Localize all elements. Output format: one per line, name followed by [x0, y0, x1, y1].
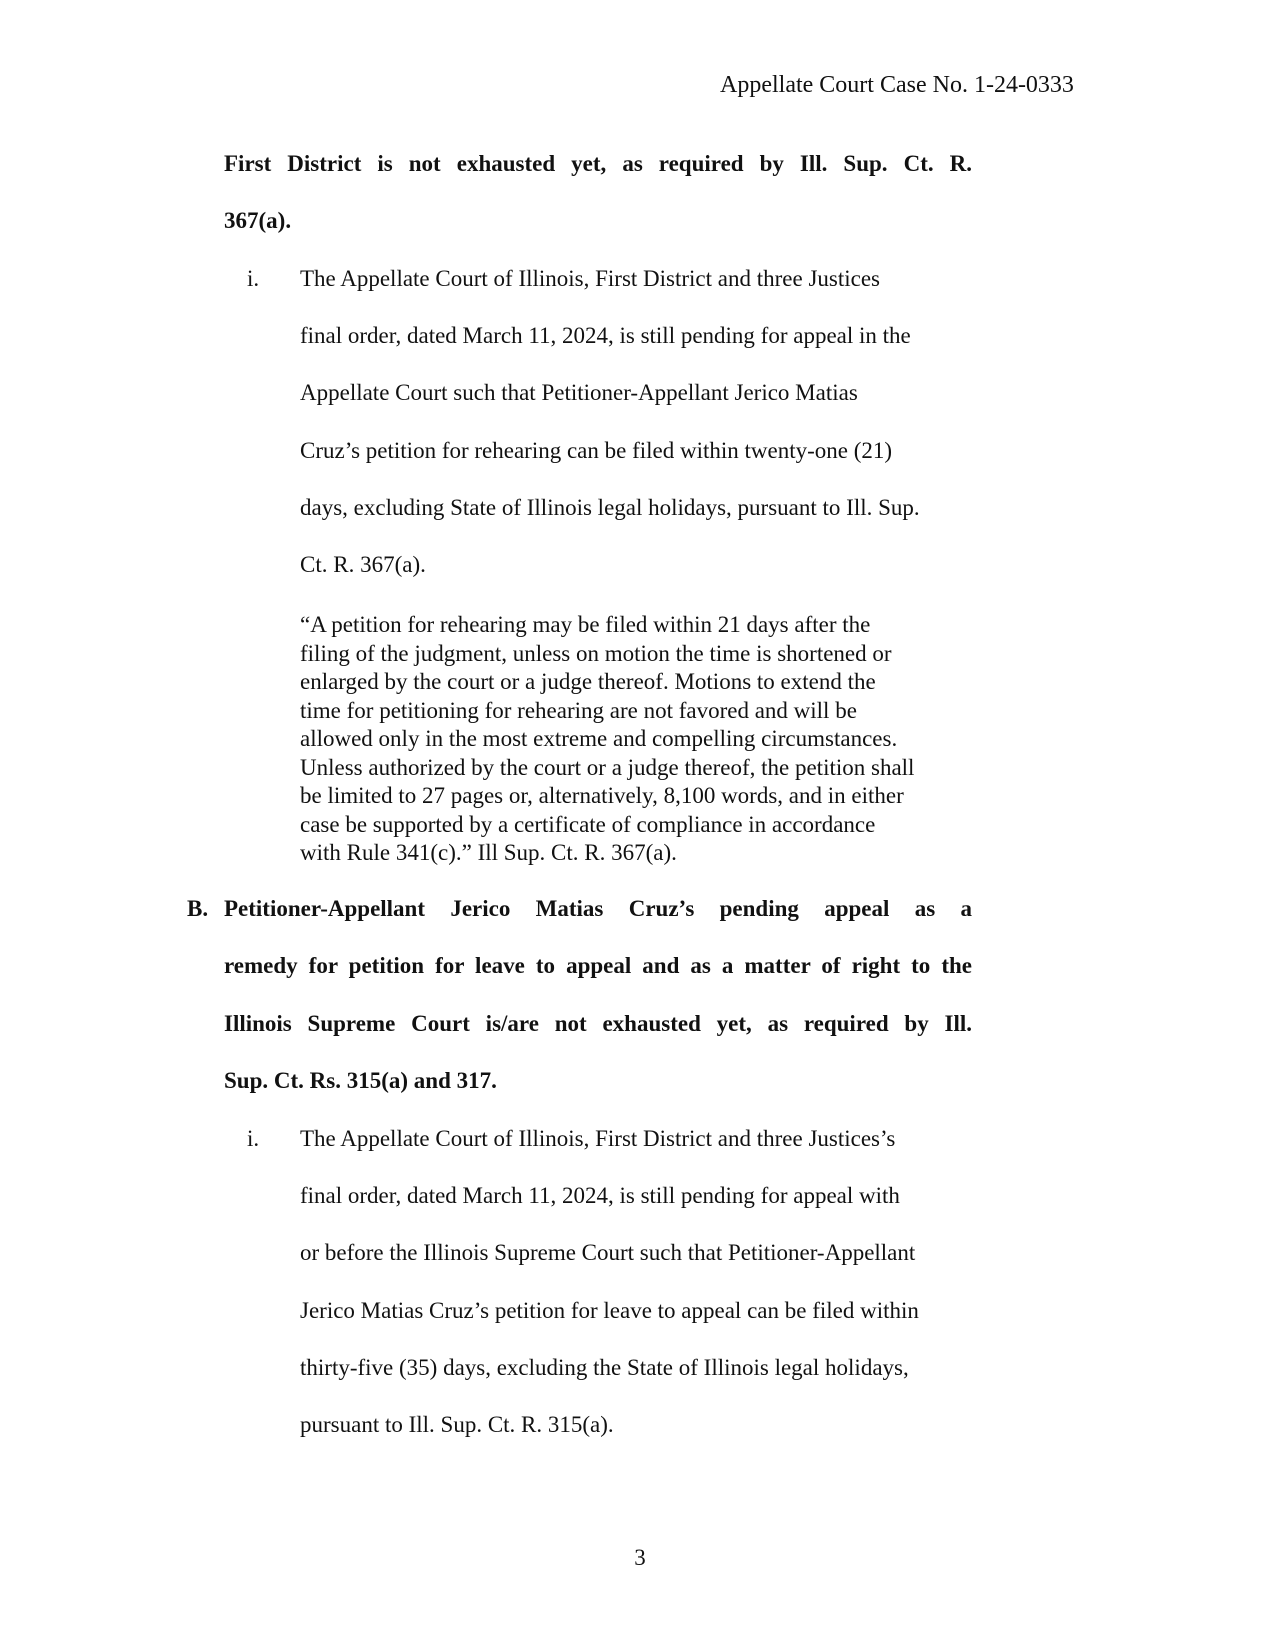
block-quote — [300, 611, 972, 868]
heading-line: Sup. Ct. Rs. 315(a) and 317. — [224, 1068, 497, 1093]
quote-line: enlarged by the court or a judge thereof. Motions to extend the — [300, 669, 876, 694]
heading-line: remedy for petition for leave to appeal and as a matter of right to the — [224, 953, 972, 978]
heading-line: 367(a). — [224, 208, 292, 233]
quote-line: “A petition for rehearing may be filed within 21 days after the — [300, 612, 871, 637]
quote-line: Unless authorized by the court or a judge thereof, the petition shall — [300, 754, 915, 780]
page-number: 3 — [634, 1545, 646, 1570]
quote-line: allowed only in the most extreme and compelling circumstances. — [300, 726, 898, 751]
quote-line: filing of the judgment, unless on motion the time is shortened or — [300, 640, 892, 666]
quote-line: be limited to 27 pages or, alternatively, 8,100 words, and in either — [300, 783, 904, 808]
paragraph-line: Cruz’s petition for rehearing can be filed within twenty-one (21) — [300, 438, 893, 463]
heading-line: Petitioner-Appellant Jerico Matias Cruz’s pending appeal as a — [224, 896, 972, 921]
paragraph-line: The Appellate Court of Illinois, First District and three Justices — [300, 266, 881, 291]
quote-line: case be supported by a certificate of compliance in accordance — [300, 811, 876, 837]
list-marker: i. — [247, 1126, 260, 1151]
list-marker: i. — [247, 266, 260, 291]
paragraph-line: or before the Illinois Supreme Court such that Petitioner-Appellant — [300, 1240, 916, 1265]
paragraph-line: final order, dated March 11, 2024, is still pending for appeal in the — [300, 323, 911, 348]
paragraph-line: Ct. R. 367(a). — [300, 552, 426, 577]
paragraph-line: Appellate Court such that Petitioner-Appellant Jerico Matias — [300, 380, 858, 405]
paragraph-line: days, excluding State of Illinois legal holidays, pursuant to Ill. Sup. — [300, 495, 920, 520]
quote-line: with Rule 341(c).” Ill Sup. Ct. R. 367(a). — [300, 840, 677, 865]
heading-line: First District is not exhausted yet, as required by Ill. Sup. Ct. R. — [224, 151, 972, 176]
quote-line: time for petitioning for rehearing are not favored and will be — [300, 697, 857, 723]
case-number-header: Appellate Court Case No. 1-24-0333 — [720, 72, 1074, 98]
paragraph-line: final order, dated March 11, 2024, is still pending for appeal with — [300, 1183, 900, 1208]
paragraph-line: Jerico Matias Cruz’s petition for leave to appeal can be filed within — [300, 1298, 919, 1323]
paragraph-line: pursuant to Ill. Sup. Ct. R. 315(a). — [300, 1412, 614, 1437]
paragraph-line: thirty-five (35) days, excluding the State of Illinois legal holidays, — [300, 1355, 909, 1380]
heading-line: Illinois Supreme Court is/are not exhausted yet, as required by Ill. — [224, 1011, 972, 1036]
heading-marker: B. — [187, 896, 209, 921]
paragraph-line: The Appellate Court of Illinois, First District and three Justices’s — [300, 1126, 896, 1151]
